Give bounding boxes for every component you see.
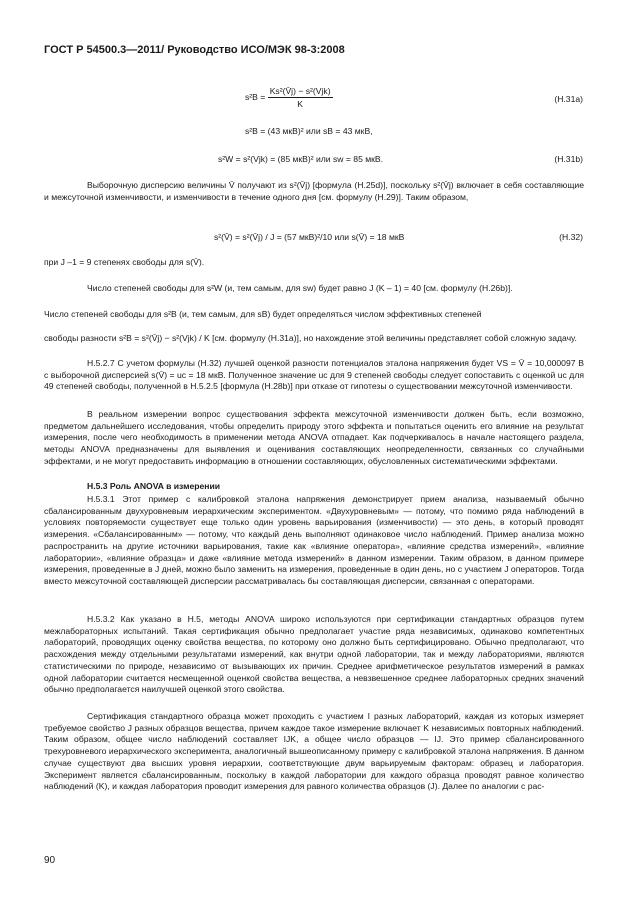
- equation-h31a-lhs: s²B =: [245, 91, 266, 102]
- paragraph-difference: свободы разности s²B = s²(V̄j) − s²(Vjk) / K [см. формулу (H.31a)], но нахождение этой величины представляет собой сложную задачу.: [44, 333, 577, 343]
- equation-h31b: s²W = s²(Vjk) = (85 мкВ)² или sw = 85 мкВ.: [218, 154, 384, 164]
- paragraph-h5-2-7: H.5.2.7 С учетом формулы (H.32) лучшей оценкой разности потенциалов эталона напряжения будет VS = V̄ = 10,000097 В с выборочной дисперсией s(V̄) = uc = 18 мкВ. Полученное значение uc для 9 степеней свободы следует сопоставить с оценкой uc для 49 степеней свободы, полученной в H.5.2.5 [формула (H.28b)] при отказе от гипотезы о существовании межсуточной изменчивости.: [44, 358, 584, 392]
- equation-h31a-fraction: [268, 86, 333, 109]
- equation-h31a-denominator: K: [297, 99, 303, 109]
- paragraph-h5-3-2: H.5.3.2 Как указано в H.5, методы ANOVA широко используются при сертификации стандартных образцов путем межлабораторных испытаний. Такая сертификация обычно предполагает участие ряда независимых, одинаково компетентных лабораторий, проводящих оценку свойства вещества, по которому оно должно быть сертифицировано. Обычно предполагают, что расхождения между отдельными результатами измерений, как внутри одной лаборатории, так и между лабораториями, являются статистическими по природе, независимо от вызывающих их причин. Среднее арифметическое результатов измерений в рамках одной лаборатории считается несмещенной оценкой свойства вещества, а невзвешенное среднее лабораторных средних значений обычно предполагается наилучшей оценкой этого свойства.: [44, 614, 584, 695]
- paragraph-certification: Сертификация стандартного образца может проходить с участием I разных лабораторий, каждая из которых измеряет требуемое свойство J разных образцов вещества, причем каждое такое измерение включает K независимых повторных наблюдений. Таким образом, общее число наблюдений составляет IJK, а общее число образцов — IJ. Это пример сбалансированного трехуровневого иерархического эксперимента, аналогичный вышеописанному примеру с калибровкой эталона напряжения. В данном случае существуют два высших уровня иерархии, соответствующие двум варьируемым факторам: образец и лаборатория. Эксперимент является сбалансированным, поскольку в каждой лаборатории для каждого образца проводят равное количество наблюдений (K), и каждая лаборатория проводит измерения для равного количества образцов (J). Далее по аналогии с рас-: [44, 711, 584, 792]
- paragraph-sb-degrees: Число степеней свободы для s²B (и, тем самым, для sB) будет определяться числом эффективных степеней: [44, 309, 482, 319]
- equation-h31a-value: s²B = (43 мкВ)² или sB = 43 мкВ,: [245, 126, 373, 136]
- page-header: ГОСТ Р 54500.3—2011/ Руководство ИСО/МЭК 98-3:2008: [44, 44, 345, 56]
- equation-h31a-number: (H.31a): [554, 94, 583, 104]
- paragraph-sw-degrees: Число степеней свободы для s²W (и, тем самым, для sw) будет равно J (K – 1) = 40 [см. формулу (H.26b)].: [87, 283, 513, 293]
- page-number: 90: [44, 855, 56, 866]
- paragraph-degrees-freedom: при J –1 = 9 степенях свободы для s(V̄).: [44, 257, 205, 267]
- paragraph-sample-variance: Выборочную дисперсию величины V̄ получают из s²(V̄j) [формула (H.25d)], поскольку s²(V̄j) включает в себя составляющие и межсуточной изменчивости, и изменчивости в течение одного дня [см. формулу (H.29)]. Таким образом,: [44, 180, 584, 202]
- equation-h31a-numerator: Ks²(V̄j) − s²(Vjk): [269, 86, 331, 96]
- section-heading-h5-3: H.5.3 Роль ANOVA в измерении: [87, 481, 221, 491]
- equation-h32: s²(V̄) = s²(V̄j) / J = (57 мкВ)²/10 или s(V̄) = 18 мкВ: [214, 232, 405, 242]
- paragraph-h5-3-1: H.5.3.1 Этот пример с калибровкой эталона напряжения демонстрирует прием анализа, называемый обычно сбалансированным двухуровневым иерархическим экспериментом. «Двухуровневым» — потому, что помимо ряда наблюдений в условиях повторяемости существует еще только один уровень варьирования (изменчивости) — это день, в который проводят измерения. «Сбалансированным» — потому, что каждый день выполняют одинаковое число наблюдений. Пример анализа можно распространить на другие источники варьирования, такие как «влияние оператора», «влияние средства измерений», «влияние лаборатории», «влияние образца» и даже «влияние метода измерений» в данном измерении. Таким образом, в данном примере измерения, проведенные в J дней, можно было заменить на измерения, проведенные в один день, но с участием J операторов. Тогда вместо межсуточной составляющей дисперсии рассматривалась бы составляющая дисперсии, связанная с операторами.: [44, 494, 584, 586]
- equation-h32-number: (H.32): [559, 232, 583, 242]
- paragraph-real-measurement: В реальном измерении вопрос существования эффекта межсуточной изменчивости должен быть, если возможно, предметом дальнейшего исследования, чтобы определить природу этого эффекта и попытаться оценить его влияние на результат измерения, после чего необходимость в применении метода ANOVA отпадает. Как подчеркивалось в начале настоящего раздела, методы ANOVA предназначены для выявления и оценивания составляющих неопределенности, связанных со случайными эффектами, и не могут предоставить информацию в отношении составляющих, обусловленных систематическими эффектами.: [44, 409, 584, 466]
- equation-h31a: [245, 86, 333, 109]
- equation-h31b-number: (H.31b): [554, 154, 583, 164]
